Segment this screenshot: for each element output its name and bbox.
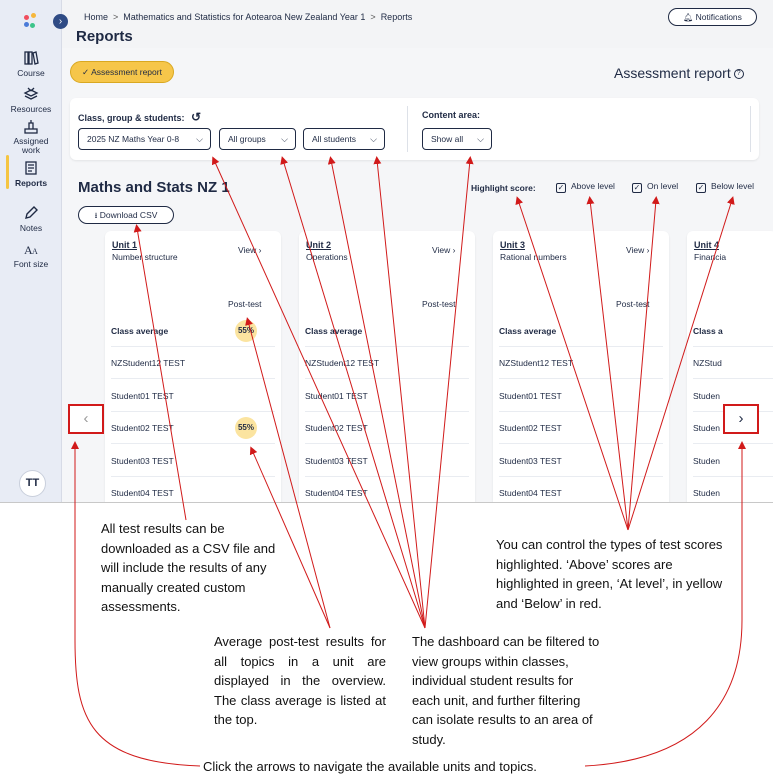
table-row (499, 380, 663, 412)
chevron-down-icon: ⌵ (196, 134, 203, 144)
breadcrumb-course[interactable]: Mathematics and Statistics for Aotearoa New Zealand Year 1 (123, 12, 366, 22)
highlight-below-label: Below level (711, 181, 754, 191)
breadcrumb-home[interactable]: Home (84, 12, 109, 22)
student-name: Studen (693, 456, 720, 466)
student-name: Student02 TEST (111, 423, 174, 433)
notifications-label: Notifications (695, 12, 742, 22)
class-average-row (693, 315, 773, 347)
reports-icon (23, 160, 39, 176)
class-average-row (111, 315, 275, 347)
view-label: View (238, 245, 257, 255)
chevron-right-icon: › (258, 245, 262, 255)
unit-name: Rational numbers (500, 252, 567, 262)
sidebar-item-reports[interactable] (4, 160, 58, 188)
divider (750, 106, 751, 152)
chevron-down-icon: ⌵ (281, 134, 288, 144)
svg-text:A: A (24, 243, 33, 257)
student-name: Student01 TEST (305, 391, 368, 401)
student-name: Studen (693, 391, 720, 401)
student-name: NZStudent12 TEST (499, 358, 574, 368)
sidebar-item-resources[interactable] (4, 86, 58, 114)
help-icon[interactable]: ? (734, 69, 744, 79)
highlight-above-checkbox[interactable] (556, 181, 615, 193)
class-select[interactable] (78, 128, 211, 150)
table-row (111, 412, 275, 444)
table-row (111, 380, 275, 412)
divider (407, 106, 408, 152)
highlight-below-checkbox[interactable] (696, 181, 754, 193)
chevron-left-icon: ‹ (83, 410, 89, 427)
previous-units-button[interactable] (68, 404, 104, 434)
pencil-icon (23, 205, 39, 221)
view-unit-link[interactable] (238, 245, 262, 255)
assessment-report-title (614, 65, 744, 81)
unit-card (299, 231, 475, 503)
score-badge: 55% (235, 417, 257, 439)
svg-text:A: A (32, 247, 38, 256)
view-unit-link[interactable] (432, 245, 456, 255)
highlight-on-checkbox[interactable] (632, 181, 678, 193)
group-select-value: All groups (228, 134, 266, 144)
unit-link[interactable]: Unit 4 (694, 240, 720, 250)
student-name: Student04 TEST (499, 488, 562, 498)
class-filter-label (78, 110, 201, 124)
sidebar-item-label: Course (17, 68, 45, 78)
download-csv-label: Download CSV (99, 210, 158, 220)
table-row (305, 445, 469, 477)
view-unit-link[interactable] (626, 245, 650, 255)
table-row (693, 347, 773, 379)
class-select-value: 2025 NZ Maths Year 0-8 (87, 134, 180, 144)
table-row (499, 412, 663, 444)
post-test-header: Post-test (228, 299, 262, 309)
sidebar-item-notes[interactable] (4, 205, 58, 233)
student-name: Student02 TEST (499, 423, 562, 433)
content-area-label: Content area: (422, 110, 481, 120)
download-csv-button[interactable] (78, 206, 174, 224)
post-test-header: Post-test (616, 299, 650, 309)
class-filter-label-text: Class, group & students: (78, 113, 185, 123)
chevron-right-icon: > (370, 12, 376, 22)
table-row (111, 445, 275, 477)
table-row (305, 412, 469, 444)
view-label: View (432, 245, 451, 255)
table-row (499, 347, 663, 379)
notifications-button[interactable] (668, 8, 757, 26)
unit-card (493, 231, 669, 503)
chevron-right-icon: › (646, 245, 650, 255)
view-label: View (626, 245, 645, 255)
unit-link[interactable]: Unit 1 (112, 240, 138, 250)
checkbox-checked-icon: ✓ (697, 183, 705, 192)
annotation-average: Average post-test results for all topics in a unit are displayed in the overview. The class average is listed at the top. (214, 634, 386, 727)
avatar[interactable]: TT (19, 470, 46, 497)
class-average-label: Class average (111, 326, 169, 336)
breadcrumb-current: Reports (380, 12, 413, 22)
student-name: Student02 TEST (305, 423, 368, 433)
app-logo[interactable] (22, 12, 42, 32)
table-row (305, 347, 469, 379)
chevron-right-icon: › (738, 410, 744, 427)
assessment-report-tab-label: Assessment report (91, 67, 162, 77)
chevron-down-icon: ⌵ (370, 134, 377, 144)
annotation-csv: All test results can be downloaded as a CSV file and will include the results of any manually created custom assessments. (101, 521, 276, 614)
sidebar-item-assigned-work[interactable] (4, 119, 58, 155)
student-name: NZStudent12 TEST (111, 358, 186, 368)
chevron-right-icon: > (113, 12, 119, 22)
unit-link[interactable]: Unit 3 (500, 240, 526, 250)
student-name: NZStudent12 TEST (305, 358, 380, 368)
checkbox-checked-icon: ✓ (557, 183, 565, 192)
table-row (693, 477, 773, 503)
breadcrumb (84, 12, 412, 22)
student-name: Studen (693, 488, 720, 498)
score-badge: 55% (235, 320, 257, 342)
table-row (305, 477, 469, 503)
student-name: NZStud (693, 358, 722, 368)
reset-icon[interactable]: ↺ (191, 110, 202, 124)
class-average-row (305, 315, 469, 347)
post-test-header: Post-test (422, 299, 456, 309)
chevron-right-icon: › (58, 16, 63, 27)
student-name: Studen (693, 423, 720, 433)
table-row (111, 347, 275, 379)
highlight-above-label: Above level (571, 181, 615, 191)
student-name: Student04 TEST (305, 488, 368, 498)
highlight-score-label: Highlight score: (471, 183, 536, 193)
annotation-arrows: Click the arrows to navigate the available units and topics. (203, 759, 537, 774)
bell-icon: 🔔︎ (683, 13, 694, 22)
table-row (111, 477, 275, 503)
chevron-down-icon: ⌵ (477, 134, 484, 144)
assessment-report-tab[interactable] (70, 61, 174, 83)
student-name: Student01 TEST (111, 391, 174, 401)
table-row (693, 445, 773, 477)
sidebar-item-label: Reports (14, 178, 48, 188)
group-select[interactable] (219, 128, 296, 150)
student-name: Student03 TEST (499, 456, 562, 466)
class-average-label: Class average (305, 326, 363, 336)
annotation-dashboard: The dashboard can be filtered to view groups within classes, individual student results for each unit, and further filtering can isolate results to an area of study. (412, 634, 600, 747)
sidebar-item-course[interactable] (4, 50, 58, 78)
class-average-label: Class a (693, 326, 723, 336)
main-content (62, 48, 773, 503)
sidebar-item-label: Assigned work (13, 136, 49, 155)
table-row (499, 445, 663, 477)
unit-name: Number structure (112, 252, 178, 262)
unit-card (105, 231, 281, 503)
assigned-work-icon (23, 119, 39, 135)
sidebar-item-font-size[interactable] (4, 241, 58, 269)
class-average-label: Class average (499, 326, 557, 336)
unit-name: Operations (306, 252, 348, 262)
student-name: Student04 TEST (111, 488, 174, 498)
annotation-highlight: You can control the types of test scores highlighted. ‘Above’ scores are highlighted in green, ‘At level’, in yellow and ‘Below’ in red. (496, 537, 723, 611)
student-name: Student03 TEST (111, 456, 174, 466)
students-select-value: All students (312, 134, 356, 144)
student-name: Student03 TEST (305, 456, 368, 466)
class-average-row (499, 315, 663, 347)
table-row (499, 477, 663, 503)
content-area-select[interactable] (422, 128, 492, 150)
content-area-value: Show all (431, 134, 464, 144)
unit-link[interactable]: Unit 2 (306, 240, 332, 250)
unit-name: Financia (694, 252, 727, 262)
students-select[interactable] (303, 128, 385, 150)
check-icon: ✓ (82, 67, 90, 77)
highlight-on-label: On level (647, 181, 679, 191)
checkbox-checked-icon: ✓ (633, 183, 641, 192)
unit-card (687, 231, 773, 503)
table-row (305, 380, 469, 412)
filter-panel (70, 98, 759, 160)
sidebar-item-label: Resources (10, 104, 52, 114)
section-title: Maths and Stats NZ 1 (78, 179, 230, 196)
header (62, 0, 773, 48)
next-units-button[interactable] (723, 404, 759, 434)
font-size-icon (23, 241, 39, 257)
sidebar-item-label: Font size (13, 259, 49, 269)
assessment-title-text: Assessment report (614, 65, 731, 81)
download-icon: ⭳ (94, 211, 98, 220)
sidebar-item-label: Notes (19, 223, 43, 233)
collapse-sidebar-button[interactable] (53, 14, 68, 29)
student-name: Student01 TEST (499, 391, 562, 401)
chevron-right-icon: › (452, 245, 456, 255)
sidebar (0, 0, 62, 503)
page-title: Reports (76, 28, 133, 45)
book-icon (23, 50, 39, 66)
resources-icon (23, 86, 39, 102)
